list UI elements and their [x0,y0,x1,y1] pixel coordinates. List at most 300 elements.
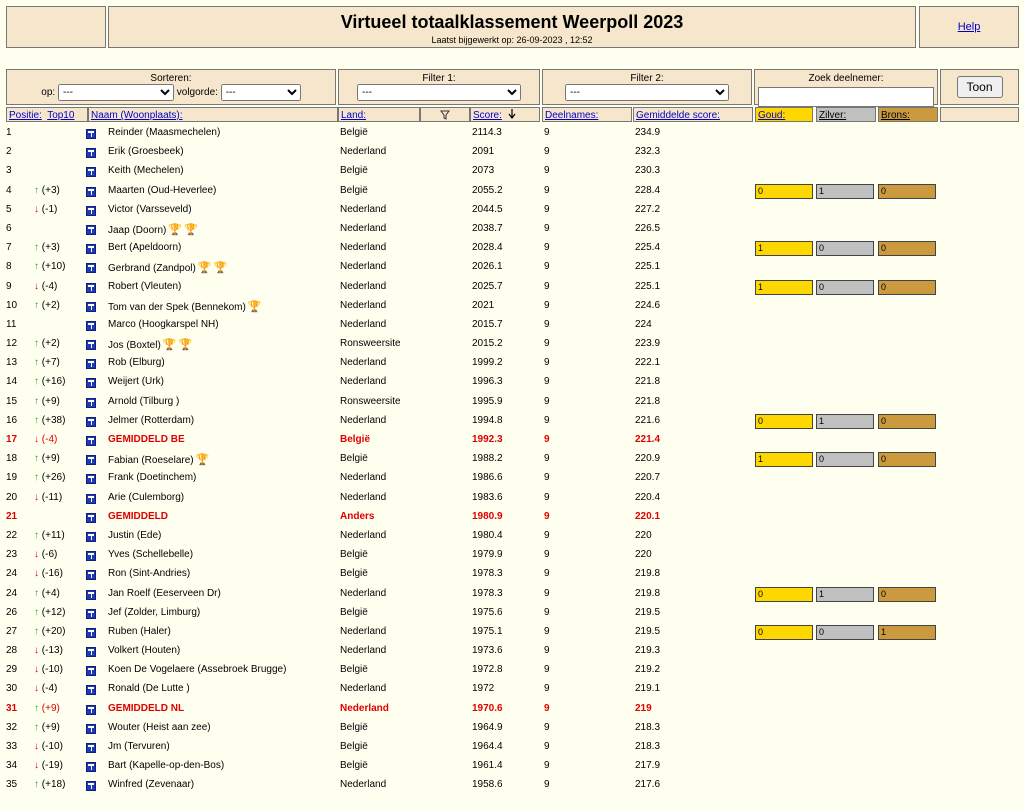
movement-value: (+3) [41,242,60,254]
deelnames-cell: 9 [544,702,550,714]
land-cell: België [340,606,368,618]
participant-icon[interactable] [86,378,96,388]
participant-name-text: Arie (Culemborg) [108,491,185,503]
movement-value: (-11) [41,491,63,503]
sort-positie-link[interactable]: Positie: [9,110,42,121]
movement-value: (+2) [41,338,60,350]
deelnames-cell: 9 [544,395,550,407]
score-cell: 1958.6 [472,779,503,791]
land-cell: Ronsweersite [340,395,401,407]
gemiddelde-cell: 221.4 [635,434,661,445]
position-cell: 29 [6,664,18,676]
arrow-down-icon: ↓ [34,549,39,561]
deelnames-cell: 9 [544,414,550,426]
score-cell: 1972 [472,683,495,695]
participant-icon[interactable] [86,321,96,331]
position-cell: 16 [6,414,18,426]
participant-icon[interactable] [86,628,96,638]
participant-name-text: Jos (Boxtel) [108,340,161,352]
position-cell: 23 [6,549,18,561]
participant-icon[interactable] [86,187,96,197]
participant-name [108,204,192,215]
score-cell: 2038.7 [472,222,503,234]
participant-icon[interactable] [86,263,96,273]
land-cell: België [340,165,368,177]
position-cell: 30 [6,683,18,695]
land-cell: Nederland [340,625,387,637]
participant-name [108,261,227,274]
table-row [6,661,1019,680]
gemiddelde-cell: 224.6 [635,299,661,311]
arrow-up-icon: ↑ [34,261,39,273]
movement-value: (+9) [41,453,60,465]
land-cell: Anders [340,510,375,522]
gemiddelde-cell: 228.4 [635,184,661,196]
land-cell: Nederland [340,529,387,541]
participant-name-text: Arnold (Tilburg ) [108,395,180,407]
zilver-count: 0 [816,625,874,640]
deelnames-cell: 9 [544,165,550,177]
participant-name [108,300,262,313]
position-cell: 22 [6,529,18,541]
zilver-count: 1 [816,587,874,602]
gemiddelde-cell: 219.5 [635,606,661,618]
trophy-icon: 🏆 [197,262,212,275]
arrow-up-icon: ↑ [34,702,39,714]
score-cell: 1980.4 [472,529,503,541]
participant-name-text: Jelmer (Rotterdam) [108,414,195,426]
position-cell: 20 [6,491,18,503]
land-cell: Nederland [340,280,387,292]
table-row [6,546,1019,565]
gemiddelde-cell: 219.2 [635,664,661,676]
gemiddelde-cell: 220 [635,529,652,541]
score-cell: 1972.8 [472,664,503,676]
volgorde-label: volgorde: [176,87,218,98]
deelnames-cell: 9 [544,184,550,196]
score-cell: 2073 [472,165,495,177]
filter2-panel [542,69,752,105]
movement-cell [34,338,60,349]
toon-button[interactable]: Toon [957,76,1003,98]
table-row [6,297,1019,316]
participant-name-text: Jm (Tervuren) [108,741,170,752]
position-cell: 9 [6,280,12,292]
sort-score-link[interactable]: Score: [473,110,502,121]
table-header [6,107,1019,123]
movement-cell [34,396,60,407]
position-cell: 33 [6,741,18,752]
deelnames-cell: 9 [544,664,550,676]
score-cell: 1975.6 [472,606,503,618]
op-label: op: [41,87,56,98]
filter-icon[interactable] [440,110,450,120]
sort-zilver-link[interactable]: Zilver: [819,110,847,121]
participant-name-text: Tom van der Spek (Bennekom) [108,301,246,313]
table-row [6,489,1019,508]
ranking-table [6,124,1019,796]
participant-name [108,127,220,138]
movement-cell [34,530,65,541]
goud-count: 0 [755,587,813,602]
score-cell: 1986.6 [472,472,503,484]
position-cell: 35 [6,779,18,791]
movement-cell [34,300,60,311]
participant-icon[interactable] [86,590,96,600]
participant-name-text: Marco (Hoogkarspel NH) [108,318,219,330]
participant-icon[interactable] [86,283,96,293]
participant-icon[interactable] [86,609,96,619]
arrow-up-icon: ↑ [34,376,39,388]
score-cell: 1964.4 [472,741,503,752]
movement-cell [34,492,62,503]
table-row [6,450,1019,469]
participant-icon[interactable] [86,666,96,676]
participant-name [108,165,184,176]
arrow-up-icon: ↑ [34,184,39,196]
score-cell: 1961.4 [472,760,503,772]
help-link[interactable]: Help [957,21,981,33]
sort-top10-link[interactable]: Top10 [47,110,75,121]
score-cell: 2044.5 [472,203,503,215]
deelnames-cell: 9 [544,779,550,791]
participant-name [108,530,161,541]
position-cell: 19 [6,472,18,484]
participant-name-text: Keith (Mechelen) [108,165,184,177]
sort-land-link[interactable]: Land: [341,110,367,121]
table-row [6,700,1019,719]
deelnames-cell: 9 [544,549,550,561]
position-cell: 34 [6,760,18,772]
participant-icon[interactable] [86,743,96,753]
brons-count: 0 [878,280,936,295]
participant-name [108,607,200,618]
col-zilver [816,107,876,122]
deelnames-cell: 9 [544,299,550,311]
land-cell: Nederland [340,242,387,254]
movement-value: (-4) [41,280,58,292]
movement-cell [34,281,57,292]
sort-panel [6,69,336,105]
col-land [338,107,420,122]
score-cell: 1973.6 [472,645,503,657]
table-row [6,565,1019,584]
participant-icon[interactable] [86,685,96,695]
deelnames-cell: 9 [544,222,550,234]
score-cell: 1999.2 [472,357,503,369]
participant-name-text: Erik (Groesbeek) [108,146,184,158]
participant-name [108,492,184,503]
col-deelnames [542,107,632,122]
land-cell: Nederland [340,491,387,503]
gemiddelde-cell: 219.3 [635,645,661,657]
movement-cell [34,588,60,599]
land-cell: België [340,434,371,445]
movement-value: (-10) [41,664,63,676]
sort-naam-link[interactable]: Naam (Woonplaats): [91,110,183,121]
land-cell: Nederland [340,702,389,714]
movement-cell [34,760,63,771]
arrow-up-icon: ↑ [34,299,39,311]
participant-icon[interactable] [86,148,96,158]
movement-cell [34,549,57,560]
position-cell: 7 [6,242,12,254]
participant-icon[interactable] [86,436,96,446]
position-cell: 14 [6,376,18,388]
table-row [6,258,1019,277]
movement-cell [34,626,65,637]
participant-icon[interactable] [86,302,96,312]
deelnames-cell: 9 [544,472,550,484]
land-cell: Nederland [340,299,387,311]
score-cell: 2114.3 [472,127,502,138]
movement-cell [34,645,63,656]
participant-name [108,185,216,196]
score-cell: 1964.9 [472,721,503,733]
arrow-up-icon: ↑ [34,779,39,791]
search-input[interactable] [758,87,934,107]
movement-cell [34,261,65,272]
score-cell: 2015.2 [472,338,503,350]
position-cell: 8 [6,261,12,273]
trophy-icon: 🏆 [247,300,262,313]
movement-value: (+9) [41,395,60,407]
goud-count: 0 [755,625,813,640]
gemiddelde-cell: 220 [635,549,652,561]
position-cell: 2 [6,146,12,158]
deelnames-cell: 9 [544,741,550,752]
arrow-down-icon: ↓ [34,683,39,695]
participant-name-text: GEMIDDELD NL [108,702,185,714]
participant-name [108,626,171,637]
movement-cell [34,607,65,618]
deelnames-cell: 9 [544,606,550,618]
movement-cell [34,415,65,426]
score-cell: 1980.9 [472,510,503,522]
gemiddelde-cell: 226.5 [635,222,661,234]
gemiddelde-cell: 219.8 [635,587,661,599]
arrow-up-icon: ↑ [34,721,39,733]
participant-name-text: Gerbrand (Zandpol) [108,263,196,275]
gemiddelde-cell: 232.3 [635,146,661,158]
gemiddelde-cell: 221.8 [635,376,661,388]
gemiddelde-cell: 227.2 [635,203,661,215]
trophy-icon: 🏆 [195,454,210,467]
sort-deelnames-link[interactable]: Deelnames: [545,110,599,121]
table-row [6,201,1019,220]
land-cell: Nederland [340,683,387,695]
deelnames-cell: 9 [544,529,550,541]
filter2-select[interactable] [565,84,729,101]
table-row [6,508,1019,527]
movement-value: (+10) [41,261,66,273]
movement-value: (-10) [41,741,63,752]
participant-name [108,779,194,790]
participant-name-text: Winfred (Zevenaar) [108,779,195,791]
participant-icon[interactable] [86,705,96,715]
participant-icon[interactable] [86,206,96,216]
table-row [6,527,1019,546]
table-row [6,469,1019,488]
arrow-down-icon: ↓ [34,760,39,772]
movement-cell [34,185,60,196]
sort-gemiddelde-link[interactable]: Gemiddelde score: [636,110,720,121]
participant-icon[interactable] [86,398,96,408]
participant-name-text: Yves (Schellebelle) [108,549,194,561]
score-cell: 1992.3 [472,434,503,445]
participant-icon[interactable] [86,417,96,427]
participant-icon[interactable] [86,724,96,734]
participant-icon[interactable] [86,225,96,235]
arrow-up-icon: ↑ [34,453,39,465]
arrow-up-icon: ↑ [34,472,39,484]
participant-name [108,434,185,445]
position-cell: 18 [6,453,18,465]
position-cell: 27 [6,625,18,637]
score-cell: 1994.8 [472,414,503,426]
land-cell: Nederland [340,587,387,599]
sort-label: Sorteren: [150,73,192,84]
goud-count: 1 [755,241,813,256]
land-cell: België [340,664,368,676]
participant-icon[interactable] [86,359,96,369]
movement-value: (+9) [41,702,60,714]
table-row [6,220,1019,239]
participant-name-text: Fabian (Roeselare) [108,455,194,467]
participant-name [108,242,181,253]
participant-icon[interactable] [86,340,96,350]
search-panel [754,69,938,105]
land-cell: Nederland [340,376,387,388]
trophy-icon: 🏆 [213,262,228,275]
movement-cell [34,741,63,752]
participant-name-text: Bert (Apeldoorn) [108,242,182,254]
participant-name-text: Volkert (Houten) [108,645,181,657]
land-cell: België [340,549,368,561]
brons-count: 0 [878,587,936,602]
participant-name [108,319,219,330]
deelnames-cell: 9 [544,645,550,657]
participant-icon[interactable] [86,781,96,791]
participant-name [108,472,196,483]
participant-icon[interactable] [86,474,96,484]
deelnames-cell: 9 [544,683,550,695]
score-cell: 1995.9 [472,395,503,407]
movement-cell [34,683,57,694]
gemiddelde-cell: 230.3 [635,165,661,177]
land-cell: Nederland [340,318,387,330]
participant-icon[interactable] [86,167,96,177]
participant-name-text: Maarten (Oud-Heverlee) [108,184,217,196]
participant-icon[interactable] [86,129,96,139]
sort-goud-link[interactable]: Goud: [758,110,786,121]
movement-value: (+26) [41,472,66,484]
score-cell: 1979.9 [472,549,503,561]
position-cell: 3 [6,165,12,177]
deelnames-cell: 9 [544,625,550,637]
trophy-icon: 🏆 [162,339,177,352]
filter1-panel [338,69,540,105]
col-naam [88,107,338,122]
participant-name [108,549,193,560]
brons-count: 0 [878,452,936,467]
movement-cell [34,376,65,387]
gemiddelde-cell: 220.9 [635,453,661,465]
movement-cell [34,453,60,464]
score-cell: 2025.7 [472,280,503,292]
goud-count: 0 [755,414,813,429]
position-cell: 6 [6,222,12,234]
movement-cell [34,703,60,714]
participant-icon[interactable] [86,551,96,561]
land-cell: Nederland [340,357,387,369]
score-cell: 2091 [472,146,495,158]
table-row [6,642,1019,661]
movement-value: (+12) [41,606,66,618]
score-cell: 1988.2 [472,453,503,465]
deelnames-cell: 9 [544,127,550,138]
filter1-select[interactable] [357,84,521,101]
zilver-count: 0 [816,452,874,467]
participant-name-text: Robert (Vleuten) [108,280,182,292]
movement-value: (-4) [41,434,58,445]
score-cell: 1978.3 [472,568,503,580]
position-cell: 24 [6,568,18,580]
participant-icon[interactable] [86,513,96,523]
deelnames-cell: 9 [544,491,550,503]
sort-op-select[interactable] [58,84,174,101]
participant-name [108,453,209,466]
position-cell: 11 [6,318,17,330]
participant-icon[interactable] [86,570,96,580]
movement-cell [34,568,63,579]
position-cell: 10 [6,299,18,311]
table-row [6,431,1019,450]
participant-icon[interactable] [86,762,96,772]
participant-icon[interactable] [86,244,96,254]
participant-name [108,281,181,292]
brons-count: 0 [878,241,936,256]
participant-icon[interactable] [86,532,96,542]
participant-name [108,146,184,157]
deelnames-cell: 9 [544,760,550,772]
movement-value: (+11) [41,529,65,541]
movement-value: (+9) [41,721,60,733]
gemiddelde-cell: 219.5 [635,625,661,637]
arrow-up-icon: ↑ [34,357,39,369]
sort-order-select[interactable] [221,84,301,101]
deelnames-cell: 9 [544,242,550,254]
movement-value: (+20) [41,625,66,637]
movement-cell [34,664,63,675]
zilver-count: 0 [816,241,874,256]
arrow-down-icon: ↓ [34,203,39,215]
score-cell: 2055.2 [472,184,503,196]
table-row [6,278,1019,297]
deelnames-cell: 9 [544,376,550,388]
movement-value: (-13) [41,645,63,657]
brons-count: 1 [878,625,936,640]
gemiddelde-cell: 234.9 [635,127,661,138]
participant-icon[interactable] [86,647,96,657]
participant-icon[interactable] [86,494,96,504]
participant-name [108,415,194,426]
participant-name-text: Justin (Ede) [108,529,162,541]
deelnames-cell: 9 [544,338,550,350]
last-updated: Laatst bijgewerkt op: 26-09-2023 , 12:52 [431,35,593,45]
participant-icon[interactable] [86,455,96,465]
sort-brons-link[interactable]: Brons: [881,110,910,121]
